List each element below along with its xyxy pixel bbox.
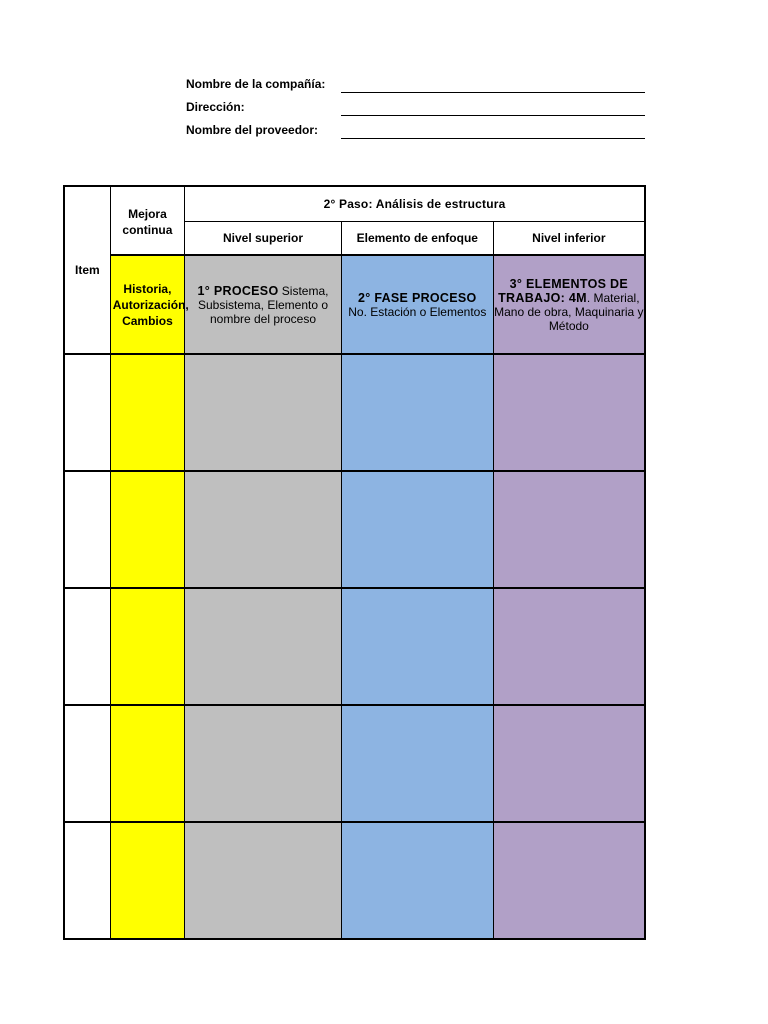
company-label: Nombre de la compañía:	[186, 77, 326, 91]
company-field[interactable]	[341, 92, 645, 93]
col-header-enfoque	[341, 221, 493, 255]
mejora-cell[interactable]	[110, 471, 184, 588]
fase-title: 2° FASE PROCESO	[358, 290, 477, 305]
col-header-superior	[185, 221, 342, 255]
enfoque-cell[interactable]	[341, 705, 493, 822]
item-cell[interactable]	[64, 822, 110, 939]
superior-cell[interactable]	[185, 471, 342, 588]
enfoque-cell[interactable]	[341, 471, 493, 588]
item-label: Item	[75, 263, 100, 277]
item-cell[interactable]	[64, 705, 110, 822]
supplier-row	[186, 122, 646, 145]
historia-label: Historia, Autorización, Cambios	[112, 281, 189, 328]
supplier-label: Nombre del proveedor:	[186, 123, 319, 137]
fase-cell	[341, 255, 493, 354]
historia-cell	[110, 255, 189, 354]
proceso-desc: Sistema, Subsistema, Elemento o nombre del proceso	[197, 283, 329, 326]
col-header-inferior-label: Nivel inferior	[532, 230, 606, 245]
elementos-cell	[493, 255, 645, 354]
superior-cell[interactable]	[185, 354, 342, 471]
step-title	[185, 186, 645, 221]
address-field[interactable]	[341, 115, 645, 116]
table-row	[64, 471, 645, 588]
step-title-text: 2° Paso: Análisis de estructura	[323, 196, 506, 211]
inferior-cell[interactable]	[493, 354, 645, 471]
inferior-cell[interactable]	[493, 822, 645, 939]
mejora-cell[interactable]	[110, 705, 184, 822]
address-label: Dirección:	[186, 100, 245, 114]
enfoque-cell[interactable]	[341, 822, 493, 939]
superior-cell[interactable]	[185, 705, 342, 822]
proceso-title: 1° PROCESO	[197, 283, 279, 298]
proceso-cell	[185, 255, 342, 354]
form-header	[186, 76, 646, 145]
superior-cell[interactable]	[185, 822, 342, 939]
enfoque-cell[interactable]	[341, 354, 493, 471]
elementos-title: 3° ELEMENTOS DE TRABAJO: 4M	[498, 276, 628, 305]
elementos-desc: . Material, Mano de obra, Maquinaria y Método	[494, 290, 644, 333]
inferior-cell[interactable]	[493, 705, 645, 822]
table-row	[64, 588, 645, 705]
item-cell[interactable]	[64, 588, 110, 705]
item-cell[interactable]	[64, 354, 110, 471]
address-row	[186, 99, 646, 122]
table-row	[64, 705, 645, 822]
mejora-cell[interactable]	[110, 822, 184, 939]
mejora-header	[110, 186, 184, 255]
item-header	[64, 186, 110, 354]
inferior-cell[interactable]	[493, 588, 645, 705]
item-cell[interactable]	[64, 471, 110, 588]
fase-desc: No. Estación o Elementos	[348, 304, 487, 319]
table-row	[64, 822, 645, 939]
mejora-cell[interactable]	[110, 588, 184, 705]
table-row	[64, 354, 645, 471]
col-header-inferior	[493, 221, 645, 255]
superior-cell[interactable]	[185, 588, 342, 705]
col-header-superior-label: Nivel superior	[222, 230, 304, 245]
mejora-cell[interactable]	[110, 354, 184, 471]
col-header-enfoque-label: Elemento de enfoque	[356, 230, 478, 245]
mejora-label: Mejora continua	[122, 207, 173, 237]
supplier-field[interactable]	[341, 138, 645, 139]
inferior-cell[interactable]	[493, 471, 645, 588]
enfoque-cell[interactable]	[341, 588, 493, 705]
structure-analysis-table	[63, 185, 646, 940]
company-row	[186, 76, 646, 99]
